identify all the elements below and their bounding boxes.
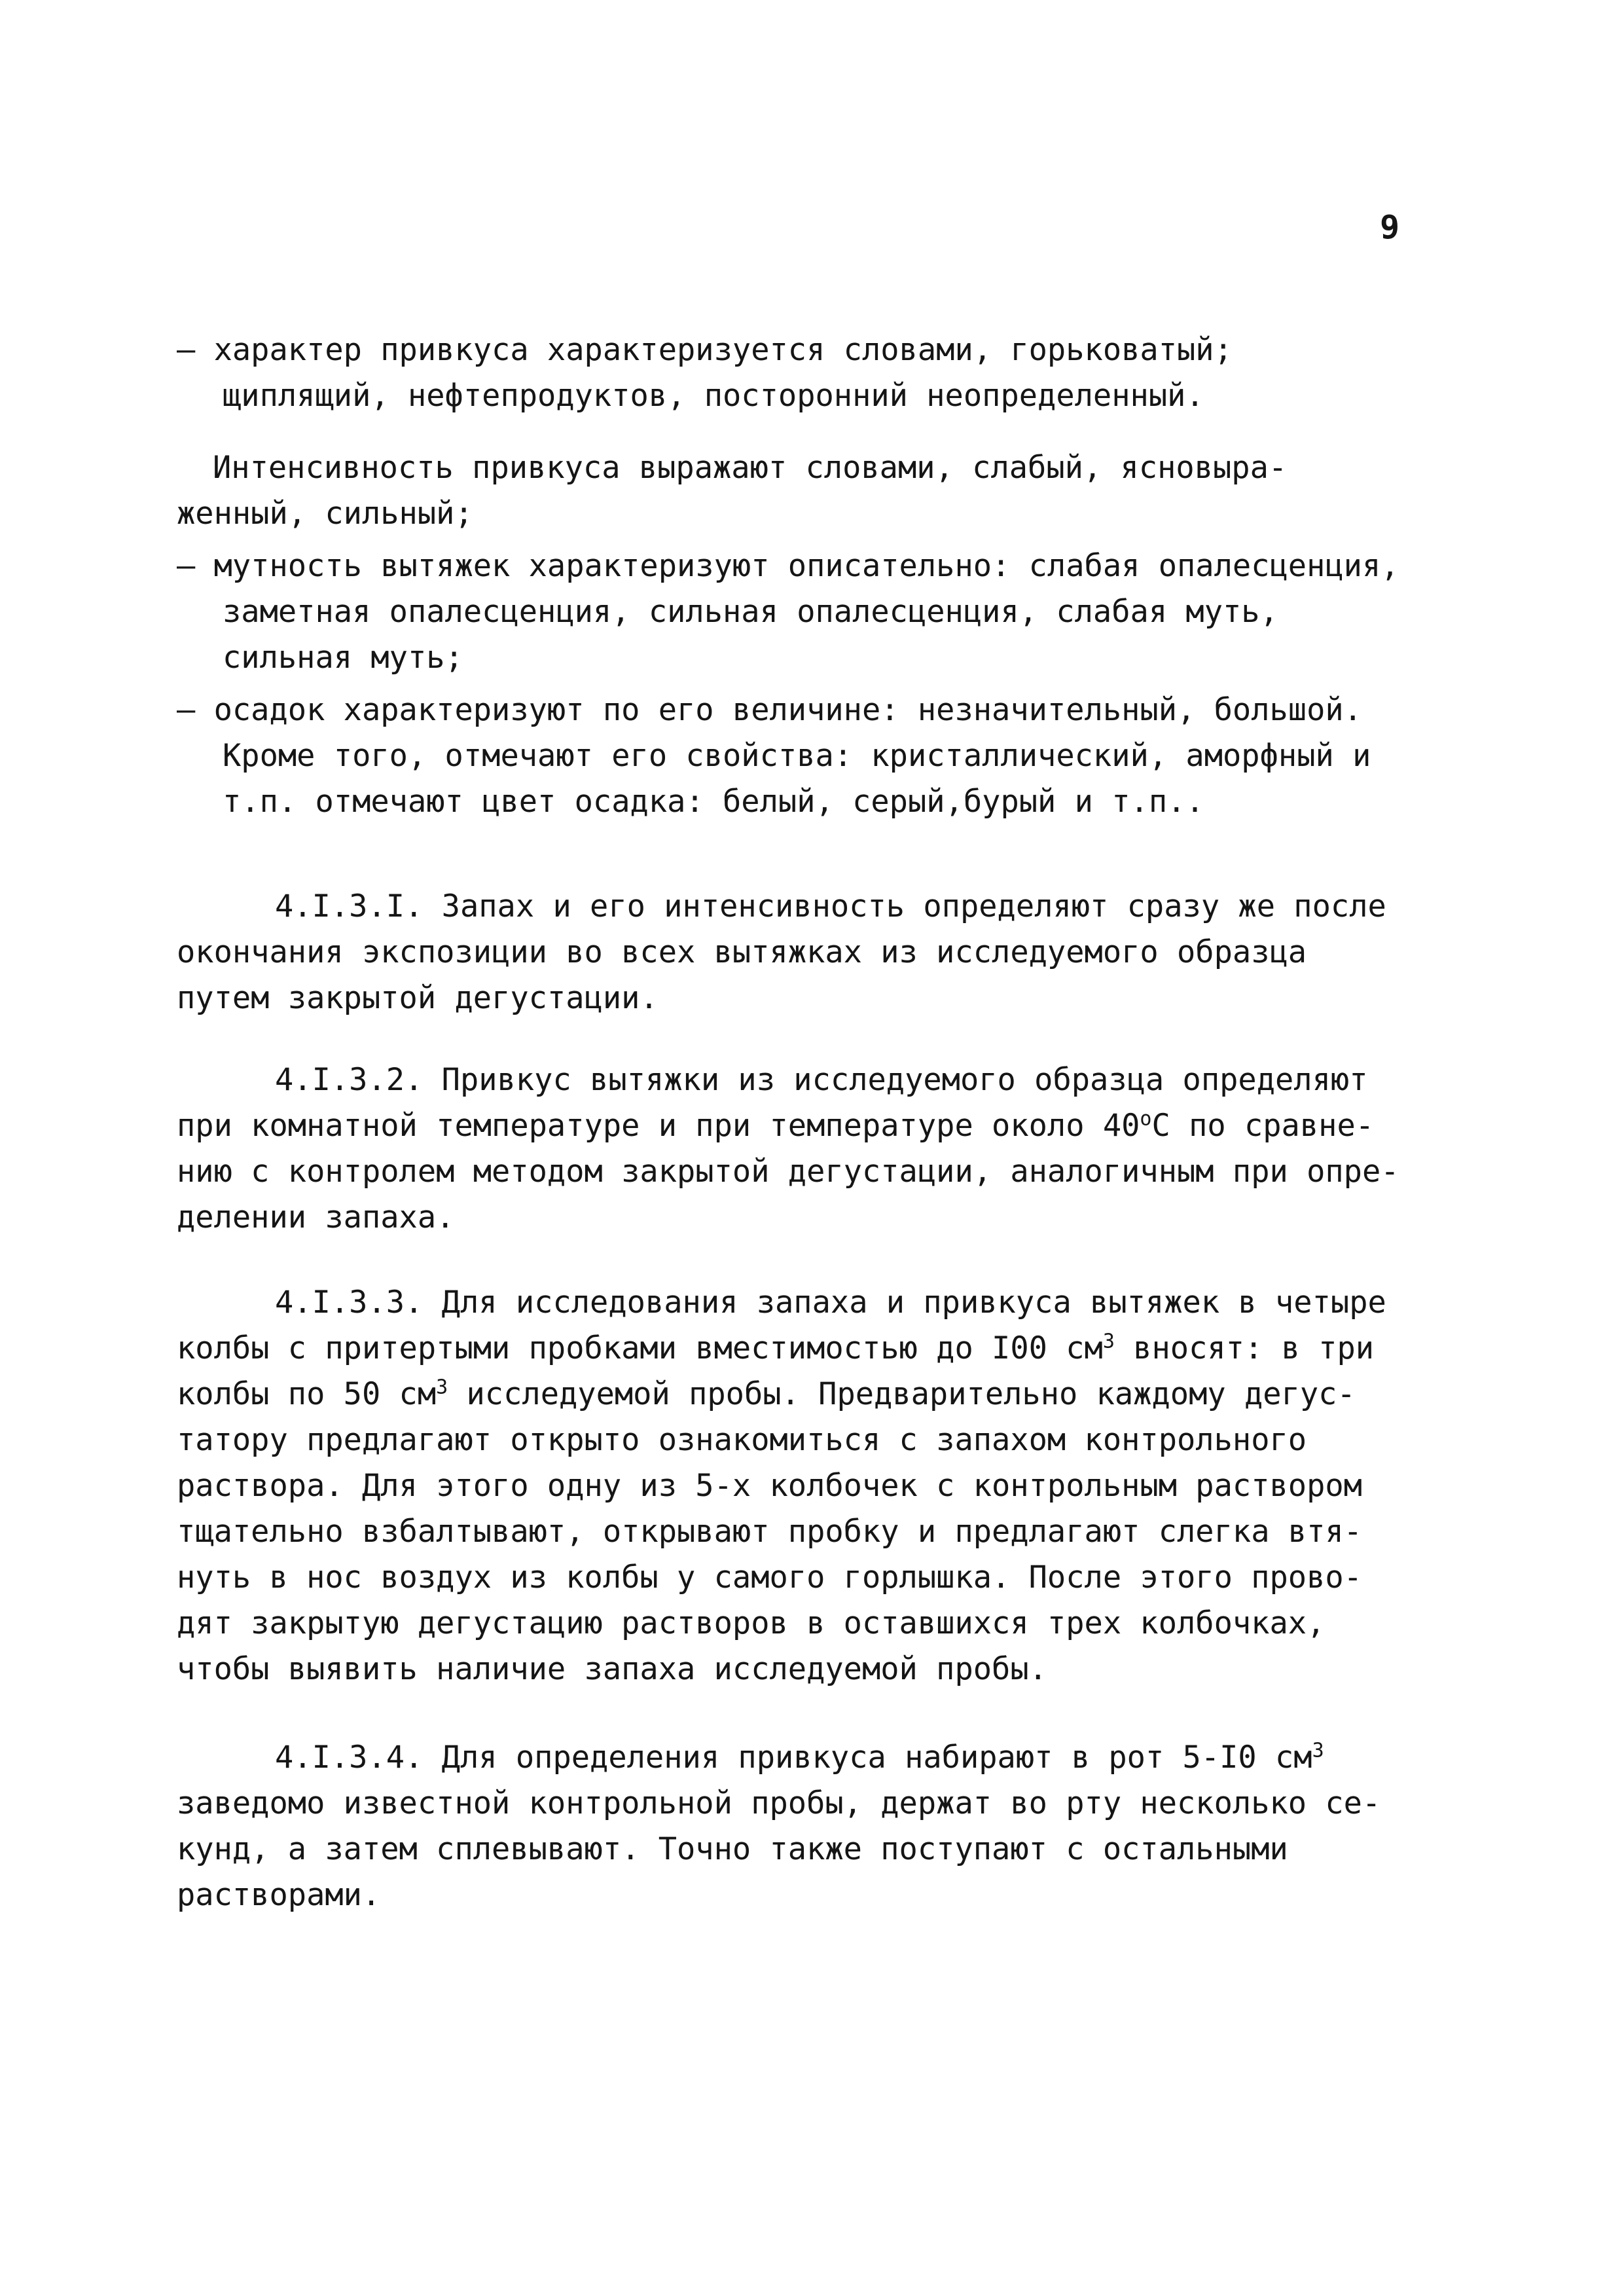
text-fragment: колбы по 50 см	[177, 1376, 437, 1412]
text-line: – характер привкуса характеризуется словами, горьковатый;	[177, 332, 1233, 368]
cubic-superscript: 3	[1102, 1330, 1115, 1353]
text-line: путем закрытой дегустации.	[177, 980, 659, 1016]
text-line: щиплящий, нефтепродуктов, посторонний неопределенный.	[223, 378, 1204, 414]
text-fragment: вносят: в три	[1114, 1330, 1375, 1366]
text-line: окончания экспозиции во всех вытяжках из исследуемого образца	[177, 934, 1307, 970]
text-line: растворами.	[177, 1877, 381, 1913]
turbidity-item	[177, 543, 1486, 681]
text-line: – мутность вытяжек характеризуют описательно: слабая опалесценция,	[177, 548, 1399, 584]
text-fragment: С по сравне-	[1151, 1108, 1375, 1144]
section-heading-line: 4.I.3.3. Для исследования запаха и привкуса вытяжек в четыре	[275, 1285, 1386, 1321]
text-line: заметная опалесценция, сильная опалесценция, слабая муть,	[223, 594, 1278, 630]
page-number: 9	[1380, 208, 1400, 246]
section-4-1-3-2	[177, 1057, 1486, 1241]
text-line	[177, 1326, 1486, 1372]
text-line: кунд, а затем сплевывают. Точно также поступают с остальными	[177, 1831, 1288, 1867]
taste-character-item	[177, 327, 1486, 419]
section-heading-line: 4.I.3.I. Запах и его интенсивность определяют сразу же после	[275, 888, 1386, 924]
text-fragment: при комнатной температуре и при температуре около 40	[177, 1108, 1140, 1144]
text-line: раствора. Для этого одну из 5-х колбочек с контрольным раствором	[177, 1468, 1362, 1504]
cubic-superscript: 3	[1312, 1739, 1324, 1762]
text-line: Интенсивность привкуса выражают словами, слабый, ясновыра-	[213, 450, 1288, 486]
taste-intensity-paragraph	[177, 445, 1486, 537]
text-line: заведомо известной контрольной пробы, держат во рту несколько се-	[177, 1785, 1381, 1821]
text-line	[177, 1103, 1486, 1149]
text-line: Кроме того, отмечают его свойства: кристаллический, аморфный и	[223, 738, 1371, 774]
section-4-1-3-1	[177, 884, 1486, 1021]
text-line	[177, 1372, 1486, 1417]
degree-superscript: о	[1140, 1107, 1152, 1131]
text-line: дят закрытую дегустацию растворов в оставшихся трех колбочках,	[177, 1605, 1326, 1641]
text-line: тщательно взбалтывают, открывают пробку и предлагают слегка втя-	[177, 1514, 1362, 1550]
section-heading-line: 4.I.3.2. Привкус вытяжки из исследуемого образца определяют	[275, 1062, 1368, 1098]
text-line: женный, сильный;	[177, 496, 473, 532]
cubic-superscript: 3	[436, 1376, 448, 1399]
section-4-1-3-3	[177, 1280, 1486, 1692]
text-line: татору предлагают открыто ознакомиться с запахом контрольного	[177, 1422, 1307, 1458]
section-4-1-3-4	[177, 1735, 1486, 1918]
text-line: т.п. отмечают цвет осадка: белый, серый,бурый и т.п..	[223, 784, 1204, 820]
text-line: нуть в нос воздух из колбы у самого горлышка. После этого прово-	[177, 1559, 1362, 1595]
text-fragment: колбы с притертыми пробками вместимостью до I00 см	[177, 1330, 1103, 1366]
text-line: чтобы выявить наличие запаха исследуемой пробы.	[177, 1651, 1047, 1687]
text-fragment: 4.I.3.4. Для определения привкуса набирают в рот 5-I0 см	[275, 1740, 1312, 1776]
text-line: – осадок характеризуют по его величине: незначительный, большой.	[177, 692, 1362, 728]
text-line: делении запаха.	[177, 1199, 455, 1235]
text-fragment: исследуемой пробы. Предварительно каждому дегус-	[448, 1376, 1356, 1412]
section-heading-line	[177, 1735, 1486, 1781]
text-line: сильная муть;	[223, 640, 463, 676]
sediment-item	[177, 687, 1486, 825]
text-line: нию с контролем методом закрытой дегустации, аналогичным при опре-	[177, 1154, 1399, 1190]
